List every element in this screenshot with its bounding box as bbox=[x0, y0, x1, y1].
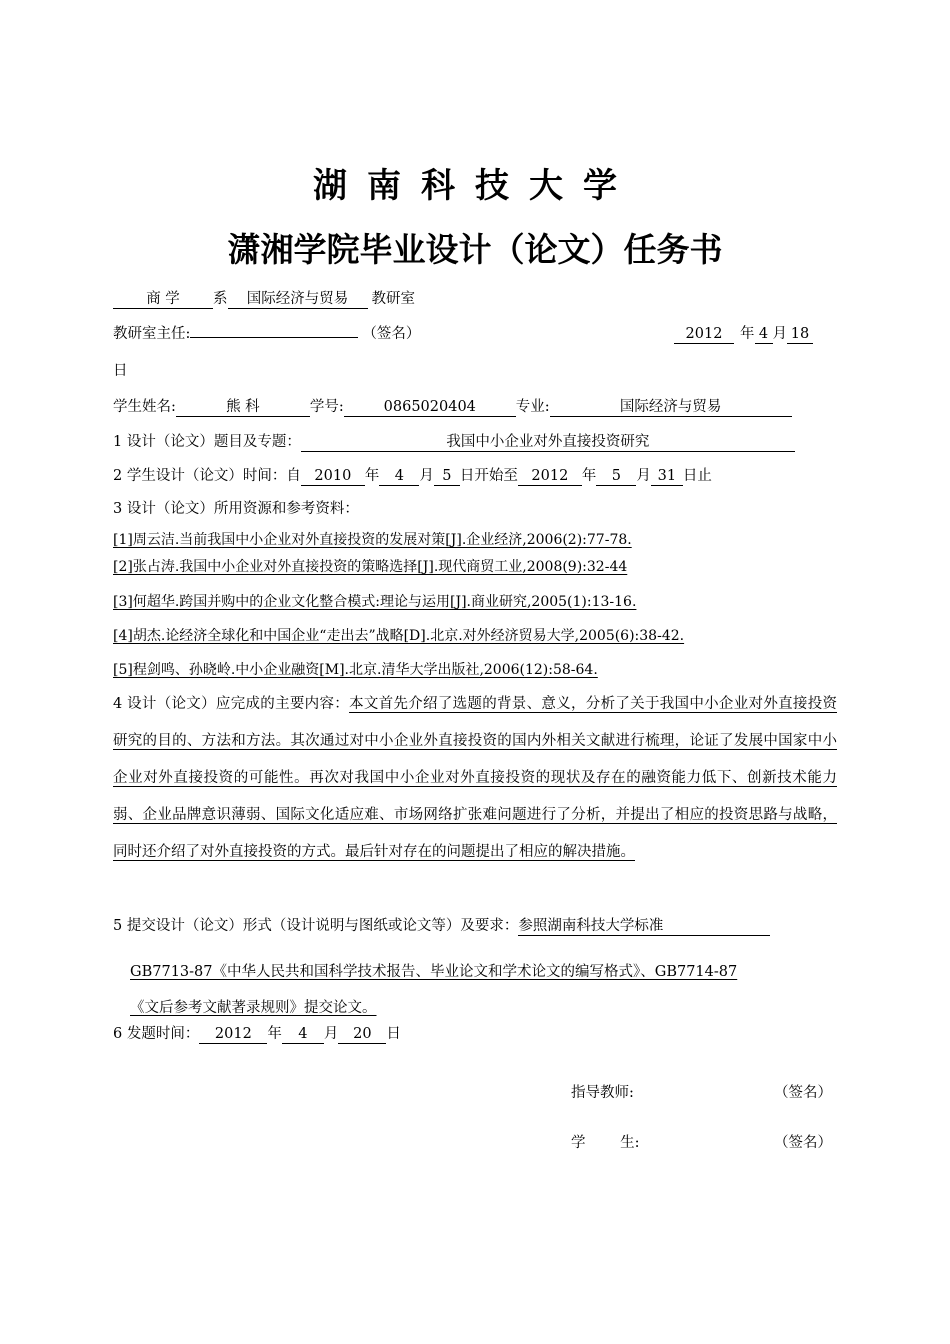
director-sign-note: （签名） bbox=[362, 326, 421, 342]
submission-req-line1: 参照湖南科技大学标准 bbox=[518, 918, 770, 936]
period-start-day: 5 bbox=[434, 468, 460, 486]
issue-month-label: 月 bbox=[323, 1026, 339, 1042]
year-label: 年 bbox=[740, 326, 755, 342]
submission-req-line3: 《文后参考文献著录规则》提交论文。 bbox=[130, 1000, 377, 1016]
student-name-label: 学生姓名: bbox=[113, 399, 176, 415]
period-year-label-2: 年 bbox=[581, 468, 597, 484]
department-value: 商 学 bbox=[113, 291, 213, 309]
section-value: 国际经济与贸易 bbox=[228, 291, 368, 309]
director-date-year: 2012 bbox=[674, 326, 734, 344]
main-content-paragraph bbox=[113, 686, 837, 871]
period-line bbox=[113, 466, 712, 486]
reference-item: [5]程剑鸣、孙晓岭.中小企业融资[M].北京.清华大学出版社,2006(12):58-64. bbox=[113, 662, 598, 678]
period-end-label: 日止 bbox=[682, 468, 712, 484]
student-id-value: 0865020404 bbox=[344, 399, 516, 417]
student-label: 学 生: bbox=[571, 1135, 640, 1151]
submission-req-line2: GB7713-87《中华人民共和国科学技术报告、毕业论文和学术论文的编写格式》、GB7714-87 bbox=[130, 964, 738, 980]
student-id-label: 学号: bbox=[309, 399, 344, 415]
period-month-label-2: 月 bbox=[636, 468, 651, 484]
main-content-text: 本文首先介绍了选题的背景、意义，分析了关于我国中小企业对外直接投资研究的目的、方法和方法。其次通过对中小企业外直接投资的国内外相关文献进行梳理，论证了发展中国家中小企业对外直接投资的可能性。再次对我国中小企业对外直接投资的现状及存在的融资能力低下、创新技术能力弱、企业品牌意识薄弱、国际文化适应难、市场网络扩张难问题进行了分析，并提出了相应的投资思路与战略，同时还介绍了对外直接投资的方式。最后针对存在的问题提出了相应的解决措施。 bbox=[113, 696, 837, 860]
resources-label: 3 设计（论文）所用资源和参考资料： bbox=[113, 501, 359, 517]
reference-item: [4]胡杰.论经济全球化和中国企业“走出去”战略[D].北京.对外经济贸易大学,2005(6):38-42. bbox=[113, 628, 685, 644]
issue-date-line bbox=[113, 1024, 401, 1044]
director-date-month: 4 bbox=[755, 326, 773, 344]
reference-item: [3]何超华.跨国并购中的企业文化整合模式:理论与运用[J].商业研究,2005(1):13-16. bbox=[113, 594, 637, 610]
director-date bbox=[674, 324, 813, 344]
period-start-year: 2010 bbox=[301, 468, 365, 486]
student-info-line bbox=[113, 397, 792, 417]
advisor-sign-note: （签名） bbox=[774, 1085, 832, 1101]
period-start-label: 日开始至 bbox=[459, 468, 518, 484]
submission-line bbox=[113, 916, 770, 936]
student-sign-note: （签名） bbox=[774, 1135, 832, 1151]
director-signature-blank[interactable] bbox=[190, 337, 358, 338]
department-line bbox=[113, 289, 415, 309]
section-suffix: 教研室 bbox=[371, 291, 415, 307]
advisor-label: 指导教师: bbox=[571, 1085, 634, 1101]
main-content-label: 4 设计（论文）应完成的主要内容： bbox=[113, 696, 350, 712]
director-date-day-suffix: 日 bbox=[113, 363, 128, 379]
issue-year-label: 年 bbox=[267, 1026, 282, 1042]
period-label: 2 学生设计（论文）时间：自 bbox=[113, 468, 301, 484]
reference-item: [2]张占涛.我国中小企业对外直接投资的策略选择[J].现代商贸工业,2008(9):32-44 bbox=[113, 559, 628, 575]
month-label: 月 bbox=[772, 326, 787, 342]
period-end-day: 31 bbox=[651, 468, 683, 486]
department-suffix: 系 bbox=[213, 291, 228, 307]
issue-day: 20 bbox=[338, 1026, 386, 1044]
issue-year: 2012 bbox=[199, 1026, 267, 1044]
period-year-label: 年 bbox=[364, 468, 380, 484]
document-title: 潇湘学院毕业设计（论文）任务书 bbox=[227, 230, 723, 269]
issue-date-label: 6 发题时间： bbox=[113, 1026, 200, 1042]
topic-line bbox=[113, 432, 795, 452]
university-title: 湖南科技大学 bbox=[313, 166, 637, 206]
issue-month: 4 bbox=[282, 1026, 324, 1044]
period-start-month: 4 bbox=[379, 468, 419, 486]
student-name-value: 熊 科 bbox=[176, 399, 310, 417]
director-date-day: 18 bbox=[787, 326, 813, 344]
period-end-month: 5 bbox=[596, 468, 636, 486]
submission-label: 5 提交设计（论文）形式（设计说明与图纸或论文等）及要求： bbox=[113, 918, 519, 934]
issue-day-label: 日 bbox=[386, 1026, 401, 1042]
period-month-label: 月 bbox=[419, 468, 434, 484]
reference-item: [1]周云洁.当前我国中小企业对外直接投资的发展对策[J].企业经济,2006(2):77-78. bbox=[113, 532, 632, 548]
topic-value: 我国中小企业对外直接投资研究 bbox=[301, 434, 795, 452]
period-end-year: 2012 bbox=[518, 468, 582, 486]
major-value: 国际经济与贸易 bbox=[550, 399, 792, 417]
major-label: 专业: bbox=[515, 399, 550, 415]
topic-label: 1 设计（论文）题目及专题： bbox=[113, 434, 301, 450]
director-label: 教研室主任: bbox=[113, 326, 191, 342]
director-line bbox=[113, 324, 420, 344]
